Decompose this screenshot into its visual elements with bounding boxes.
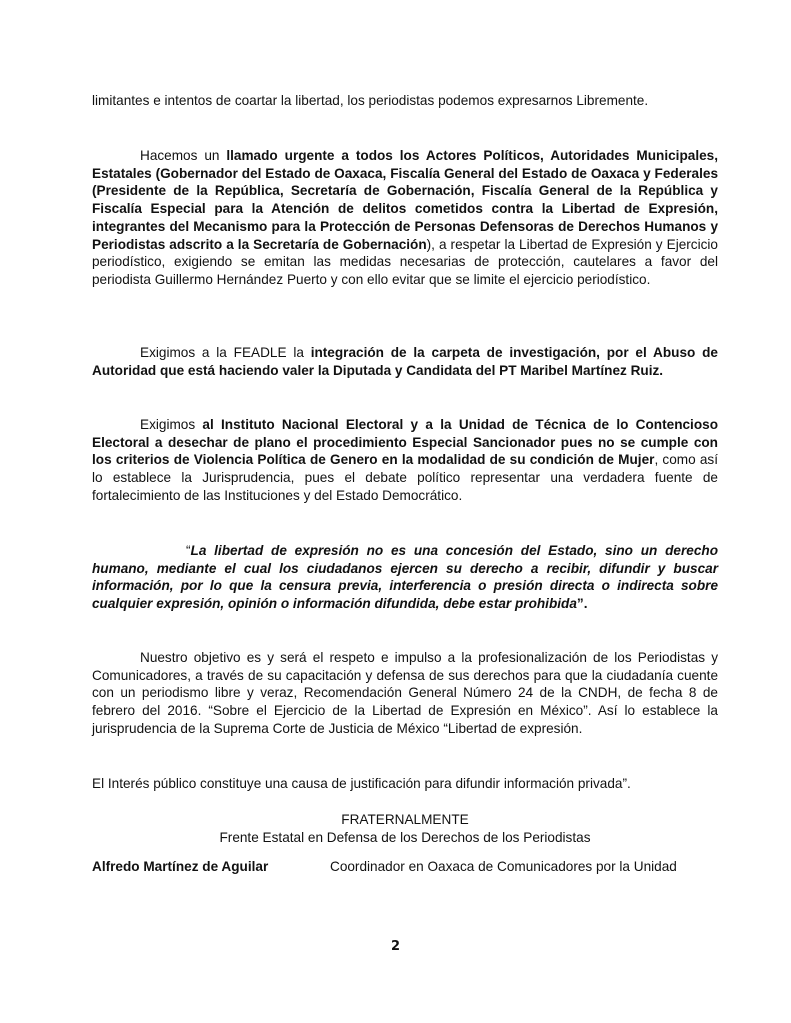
paragraph-objective: Nuestro objetivo es y será el respeto e impulso a la profesionalización de los Periodistas y Comunicadores, a través de su capacitación y defensa de sus derechos para que la ciudadanía cuente con un periodismo libre y veraz, Recomendación General Número 24 de la CNDH, de fecha 8 de febrero del 2016. “Sobre el Ejercicio de la Libertad de Expresión en México”. Así lo establece la jurisprudencia de la Suprema Corte de Justicia de México “Libertad de expresión. — [92, 650, 718, 736]
paragraph-intro: limitantes e intentos de coartar la libertad, los periodistas podemos expresarnos Libremente. — [92, 93, 649, 108]
ine-lead: Exigimos — [140, 417, 203, 432]
ine-bold: al Instituto Nacional Electoral y a la Unidad de Técnica de lo Contencioso Electoral a desechar de plano el procedimiento Especial Sancionador pues no se cumple con los criterios de Violencia Política de Genero en la modalidad de su condición de Mujer — [92, 417, 718, 468]
call-lead: Hacemos un — [140, 148, 227, 163]
signature-name: Alfredo Martínez de Aguilar — [92, 859, 269, 874]
ine-tail: , como así lo establece la Jurisprudencia, pues el debate político representar una verdadera fuente de fortalecimiento de las Instituciones y del Estado Democrático. — [92, 452, 718, 503]
feadle-lead: Exigimos a la FEADLE la — [140, 345, 311, 360]
call-bold: llamado urgente a todos los Actores Políticos, Autoridades Municipales, Estatales (Gobernador del Estado de Oaxaca, Fiscalía General del Estado de Oaxaca y Federales (Presidente de la República, Secretaría de Gobernación, Fiscalía General de la República y Fiscalía Especial para la Atención de delitos cometidos contra la Libertad de Expresión, integrantes del Mecanismo para la Protección de Personas Defensoras de Derechos Humanos y Periodistas adscrito a la Secretaría de Gobernación — [92, 148, 718, 252]
paragraph-feadle — [92, 344, 718, 379]
quote-text: La libertad de expresión no es una concesión del Estado, sino un derecho humano, mediante el cual los ciudadanos ejercen su derecho a recibir, difundir y buscar información, por lo que la censura previa, interferencia o presión directa o indirecta sobre cualquier expresión, opinión o información difundida, debe estar prohibida — [92, 543, 718, 612]
organization-name: Frente Estatal en Defensa de los Derechos de los Periodistas — [219, 830, 591, 845]
call-tail: ), a respetar la Libertad de Expresión y Ejercicio periodístico, exigiendo se emitan las medidas necesarias de protección, cautelares a favor del periodista Guillermo Hernández Puerto y con ello evitar que se limite el ejercicio periodístico. — [92, 236, 718, 287]
paragraph-call-to-action — [92, 147, 718, 289]
closing-salutation: FRATERNALMENTE — [341, 812, 469, 827]
paragraph-public-interest: El Interés público constituye una causa de justificación para difundir información privada”. — [92, 776, 631, 791]
quote-close: ”. — [576, 596, 588, 612]
page-number: 2 — [390, 939, 401, 954]
signature-role: Coordinador en Oaxaca de Comunicadores por la Unidad — [330, 859, 677, 874]
quote-open: “ — [186, 543, 191, 558]
paragraph-ine — [92, 416, 718, 505]
feadle-bold: integración de la carpeta de investigación, por el Abuso de Autoridad que está haciendo valer la Diputada y Candidata del PT Maribel Martínez Ruiz. — [92, 345, 718, 378]
paragraph-quote — [92, 542, 718, 613]
